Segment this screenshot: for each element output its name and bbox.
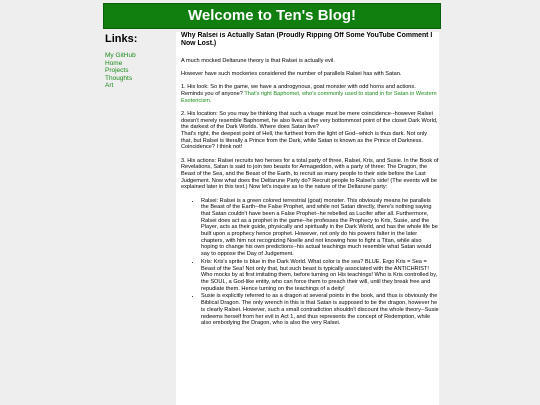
post-point-1-text: 1. His look: So in the game, we have a androgynous, goat monster with odd horns and actions. Reminds you of anyone? [181,84,416,97]
sidebar-link-art[interactable]: Art [105,82,114,90]
list-item-susie: • Susie is explicitly referred to as a dragon at several points in the book, and thus is obviously the Biblical Dragon. The only wrench in this is that Satan is supposed to be the dragon, however he is clearly Ralsei. However, such a small contradiction shouldn't discount the whole theory--Susie redeems herself from her evil in Act 1, and thus represents the concept of Redemption, while also embodying the Dragon, who is also the very Ralsei. [201,293,439,327]
sidebar-heading: Links: [105,33,138,45]
post-point-1-link[interactable]: That's right Baphomet, who's commonly used to stand in for Satan in Western Esotericism. [181,90,437,104]
sidebar-link-home[interactable]: Home [105,59,123,67]
sidebar-link-github[interactable]: My GitHub [105,52,136,59]
post-point-2-text-b: That's right, the deepest point of Hell, the furthest from the light of God--which is thus dark. Not only that, but Ralsei is literally a Prince from the Dark, while Satan is known as the Prince of Darkness. Coincidence? I think not! [181,130,428,151]
list-item-kris: • Kris: Kris's sprite is blue in the Dark World. What color is the sea? BLUE. Ergo Kris = Sea = Beast of the Sea! Not only that, but such beast is typically associated with the ANTICHRIST! Who mocks by at first imitating them, before turning on His teachings! Who is Kris controlled by, the SOUL, a God-like entity, who can force them to preach their will, until they break free and repudiate them. Hence turning on the teachings of a deity! [201,259,439,293]
list-item-ralsei: • Ralsei: Ralsei is a green colored terrestrial (goat) monster. This obviously means he parallels the Beast of the Earth--the False Prophet, and while not Satan directly, there's nothing saying that Satan couldn't have been a False Prophet--he rebelled as Lucifer after all. Furthermore, Ralsei does act as a prophet in the game--he professes the Prophecy to Kris, Susie, and the Player, acts as their guide, physically and spiritually in the Dark World, and has the whole life be built upon a prophecy hence prophet. However, not only do his powers falter in the later chapters, with him not recognizing Noelle and not knowing how to fight a Titan, while also hoping to change his own predictions--his actual teachings much resemble what Satan would say to oppose the Day of Judgement. [201,198,439,258]
post-point-2 [181,111,439,151]
post-point-1 [181,84,439,104]
post-title: Why Ralsei is Actually Satan (Proudly Ripping Off Some YouTube Comment I Now Lost.) [181,32,433,48]
sidebar-link-projects[interactable]: Projects [105,67,129,75]
post-content [176,32,439,405]
party-list [181,198,439,327]
post-paragraph-mockeries: However have such mockeries considered the number of parallels Ralsei has with Satan. [181,71,402,78]
post-point-3: 3. His actions: Ralsei recruits two heroes for a total party of three, Ralsei, Kris, and Susie. In the Book of Revelations, Satan is said to join two beasts for Armageddon, with a party of three: The Dragon, the Beast of the Sea, and the Beast of the Earth, to recruit as many people to their side before the Last Judgement. Now what does the Deltarune Party do? Recruit people to Ralsei's side! (The events will be explained later in this text.) Now let's inquire as to the nature of the Deltarune party: [181,157,439,191]
blog-banner: Welcome to Ten's Blog! [103,3,441,29]
sidebar-link-thoughts[interactable]: Thoughts [105,74,133,82]
post-point-2-text-a: 2. His location: So you may be thinking that such a visage must be mere coincidence--however Ralsei doesn't merely resemble Baphomet, he also lives at the very bottommost point of the closet Dark World, the darkest of the Dark Worlds. Where does Satan live? [181,110,438,131]
post-intro: A much mocked Deltarune theory is that Ralsei is actually evil. [181,57,335,64]
sidebar [105,32,175,90]
